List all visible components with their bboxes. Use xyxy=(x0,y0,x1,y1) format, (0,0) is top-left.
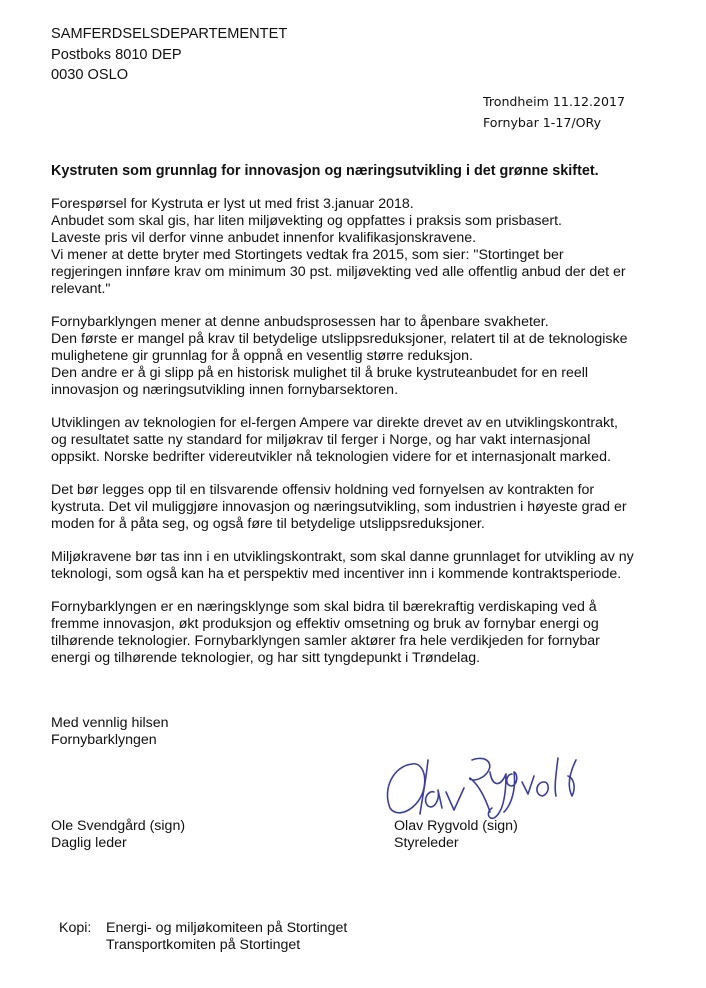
signer-ole xyxy=(51,818,185,852)
paragraph-1 xyxy=(51,196,671,298)
body-line: moden for å påta seg, og også føre til betydelige utslippsreduksjoner. xyxy=(51,516,485,532)
body-line: Vi mener at dette bryter med Stortingets vedtak fra 2015, som sier: "Stortinget ber xyxy=(51,247,564,263)
handwritten-signature xyxy=(372,752,592,822)
signer-title: Styreleder xyxy=(394,835,459,851)
subject-heading: Kystruten som grunnlag for innovasjon og næringsutvikling i det grønne skiftet. xyxy=(51,163,599,179)
signer-name: Ole Svendgård (sign) xyxy=(51,818,186,834)
body-line: og resultatet satte ny standard for miljøkrav til ferger i Norge, og har vakt internasjonal xyxy=(51,432,591,448)
body-line: Miljøkravene bør tas inn i en utviklingskontrakt, som skal danne grunnlaget for utvikling av ny xyxy=(51,549,634,565)
copy-recipient: Energi- og miljøkomiteen på Stortinget xyxy=(106,920,348,936)
body-line: Den første er mangel på krav til betydelige utslippsreduksjoner, relatert til at de teknologiske xyxy=(51,331,628,347)
signer-name: Olav Rygvold (sign) xyxy=(394,818,518,834)
letter-meta xyxy=(483,92,625,133)
recipient-address xyxy=(51,24,287,86)
recipient-name: SAMFERDSELSDEPARTEMENTET xyxy=(51,26,288,42)
recipient-address-line-1: Postboks 8010 DEP xyxy=(51,46,182,63)
closing-greeting: Med vennlig hilsen xyxy=(51,715,169,731)
body-line: teknologi, som også kan ha et perspektiv med incentiver inn i kommende kontraktsperiode. xyxy=(51,566,622,582)
copy-recipients xyxy=(59,920,347,954)
copy-label: Kopi: xyxy=(59,920,92,936)
body-line: Forespørsel for Kystruta er lyst ut med frist 3.januar 2018. xyxy=(51,196,414,212)
paragraph-3 xyxy=(51,415,671,466)
signer-olav xyxy=(394,818,518,852)
body-line: relevant." xyxy=(51,281,111,297)
body-line: Laveste pris vil derfor vinne anbudet innenfor kvalifikasjonskravene. xyxy=(51,230,477,246)
place-date: Trondheim 11.12.2017 xyxy=(483,94,626,109)
body-line: oppsikt. Norske bedrifter videreutvikler nå teknologien videre for et internasjonalt marked. xyxy=(51,449,611,465)
body-line: energi og tilhørende teknologier, og har sitt tyngdepunkt i Trøndelag. xyxy=(51,650,481,666)
reference: Fornybar 1-17/ORy xyxy=(483,114,602,130)
closing xyxy=(51,715,169,749)
body-line: mulighetene gir grunnlag for å oppnå en vesentlig større reduksjon. xyxy=(51,348,473,364)
recipient-address-line-2: 0030 OSLO xyxy=(51,67,129,83)
body-line: regjeringen innføre krav om minimum 30 pst. miljøvekting ved alle offentlig anbud der det er xyxy=(51,264,626,280)
body-line: Fornybarklyngen er en næringsklynge som skal bidra til bærekraftig verdiskaping ved å xyxy=(51,599,597,615)
paragraph-5 xyxy=(51,549,671,583)
copy-recipient: Transportkomiten på Stortinget xyxy=(106,937,301,953)
body-line: Utviklingen av teknologien for el-fergen Ampere var direkte drevet av en utviklingskontrakt, xyxy=(51,415,619,431)
body-line: kystruta. Det vil muliggjøre innovasjon og næringsutvikling, som industrien i høyeste grad er xyxy=(51,499,627,515)
body-line: tilhørende teknologier. Fornybarklyngen samler aktører fra hele verdikjeden for fornybar xyxy=(51,633,600,649)
body-line: fremme innovasjon, økt produksjon og effektiv omsetning og bruk av fornybar energi og xyxy=(51,616,599,632)
copy-list xyxy=(106,920,347,954)
closing-organization: Fornybarklyngen xyxy=(51,732,157,748)
letter-body xyxy=(51,196,671,683)
paragraph-6 xyxy=(51,599,671,667)
body-line: Fornybarklyngen mener at denne anbudsprosessen har to åpenbare svakheter. xyxy=(51,314,549,330)
body-line: Anbudet som skal gis, har liten miljøvekting og oppfattes i praksis som prisbasert. xyxy=(51,213,562,229)
signer-title: Daglig leder xyxy=(51,835,127,851)
paragraph-2 xyxy=(51,314,671,399)
body-line: Den andre er å gi slipp på en historisk mulighet til å bruke kystruteanbudet for en reell xyxy=(51,365,589,381)
body-line: Det bør legges opp til en tilsvarende offensiv holdning ved fornyelsen av kontrakten for xyxy=(51,482,595,498)
paragraph-4 xyxy=(51,482,671,533)
body-line: innovasjon og næringsutvikling innen fornybarsektoren. xyxy=(51,382,399,398)
